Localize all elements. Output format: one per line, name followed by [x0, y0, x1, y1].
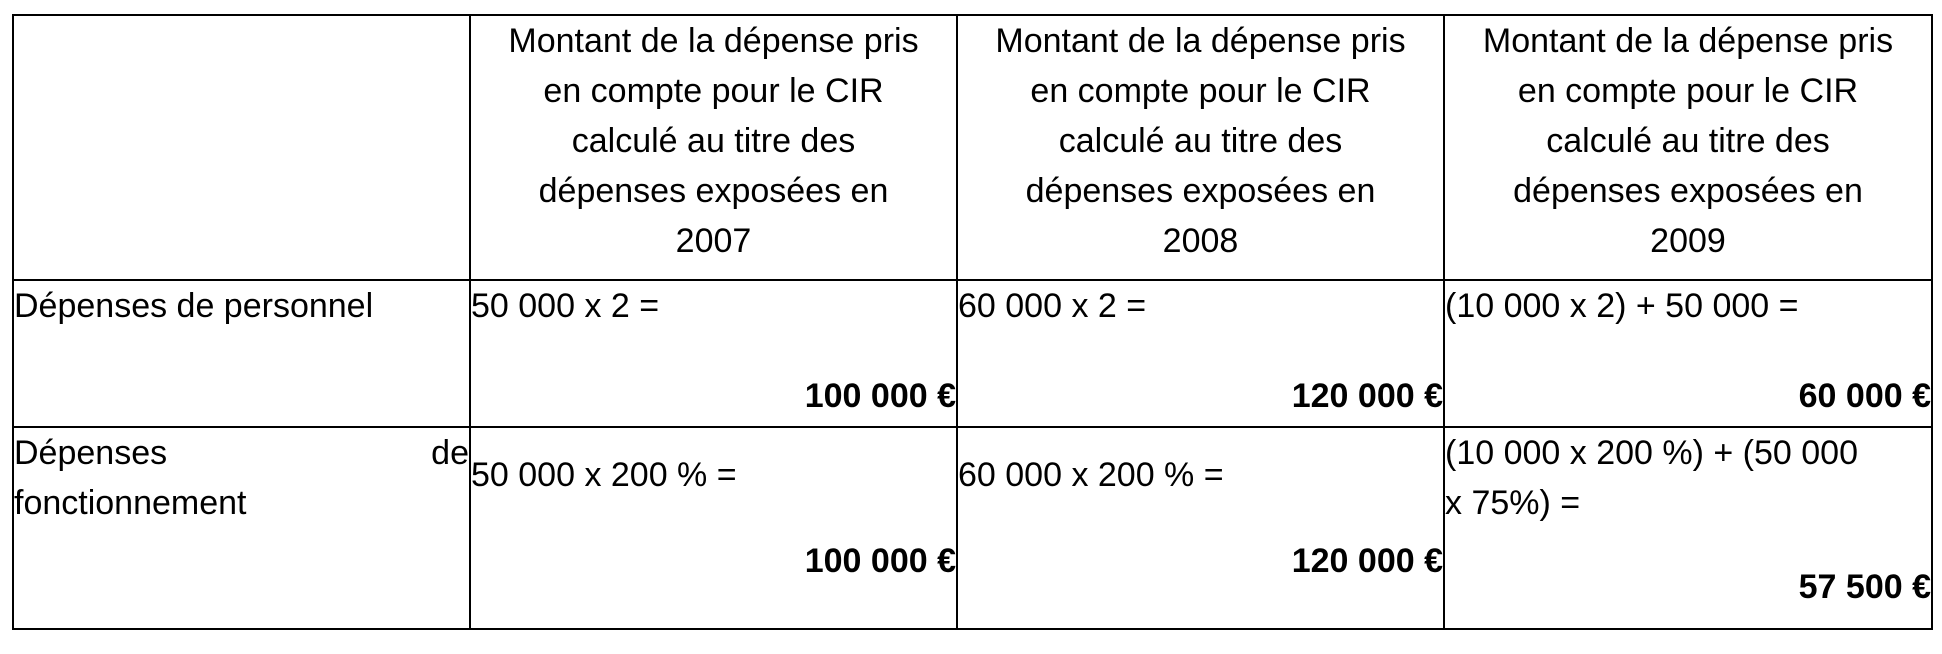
cell-fonctionnement-2008 [957, 427, 1444, 629]
formula: 60 000 x 200 % = [958, 456, 1224, 494]
formula: (10 000 x 2) + 50 000 = [1445, 287, 1799, 325]
header-line: Montant de la dépense pris [1482, 22, 1894, 60]
row-label-personnel: Dépenses de personnel [13, 280, 470, 427]
header-line: 2009 [1650, 222, 1726, 260]
result-amount: 100 000 € [804, 542, 956, 580]
label-word: fonctionnement [14, 484, 247, 522]
header-line: calculé au titre des [1058, 122, 1343, 160]
header-line: 2007 [675, 222, 752, 260]
result-amount: 120 000 € [1291, 377, 1443, 415]
formula: (10 000 x 200 %) + (50 000 [1445, 434, 1858, 472]
label-line [14, 478, 469, 528]
header-2009 [1444, 15, 1932, 280]
formula: 50 000 x 200 % = [471, 456, 737, 494]
cell-personnel-2009 [1444, 280, 1932, 427]
header-line: dépenses exposées en [538, 172, 889, 210]
row-personnel [13, 280, 1932, 427]
header-2007 [470, 15, 957, 280]
header-line: calculé au titre des [1546, 122, 1830, 160]
cell-personnel-2008 [957, 280, 1444, 427]
formula: x 75%) = [1445, 484, 1581, 522]
header-line: en compte pour le CIR [543, 72, 884, 110]
header-line: en compte pour le CIR [1517, 72, 1859, 110]
result-amount: 60 000 € [1798, 377, 1931, 415]
cir-expense-table [12, 14, 1933, 630]
corner-cell [13, 15, 470, 280]
label-word: Dépenses [14, 434, 168, 472]
header-2008 [957, 15, 1444, 280]
label-word: de [431, 434, 469, 472]
cell-personnel-2007 [470, 280, 957, 427]
cell-fonctionnement-2009 [1444, 427, 1932, 629]
header-line: Montant de la dépense pris [508, 22, 919, 60]
header-line: en compte pour le CIR [1030, 72, 1371, 110]
header-line: 2008 [1162, 222, 1239, 260]
result-amount: 57 500 € [1798, 568, 1931, 606]
header-line: dépenses exposées en [1513, 172, 1863, 210]
header-line: Montant de la dépense pris [995, 22, 1406, 60]
label-line [14, 428, 469, 478]
header-line: calculé au titre des [571, 122, 856, 160]
row-label-fonctionnement [13, 427, 470, 629]
result-amount: 100 000 € [804, 377, 956, 415]
header-row [13, 15, 1932, 280]
cell-fonctionnement-2007 [470, 427, 957, 629]
formula: 60 000 x 2 = [958, 287, 1147, 325]
row-fonctionnement [13, 427, 1932, 629]
formula: 50 000 x 2 = [471, 287, 660, 325]
result-amount: 120 000 € [1291, 542, 1443, 580]
header-line: dépenses exposées en [1025, 172, 1376, 210]
